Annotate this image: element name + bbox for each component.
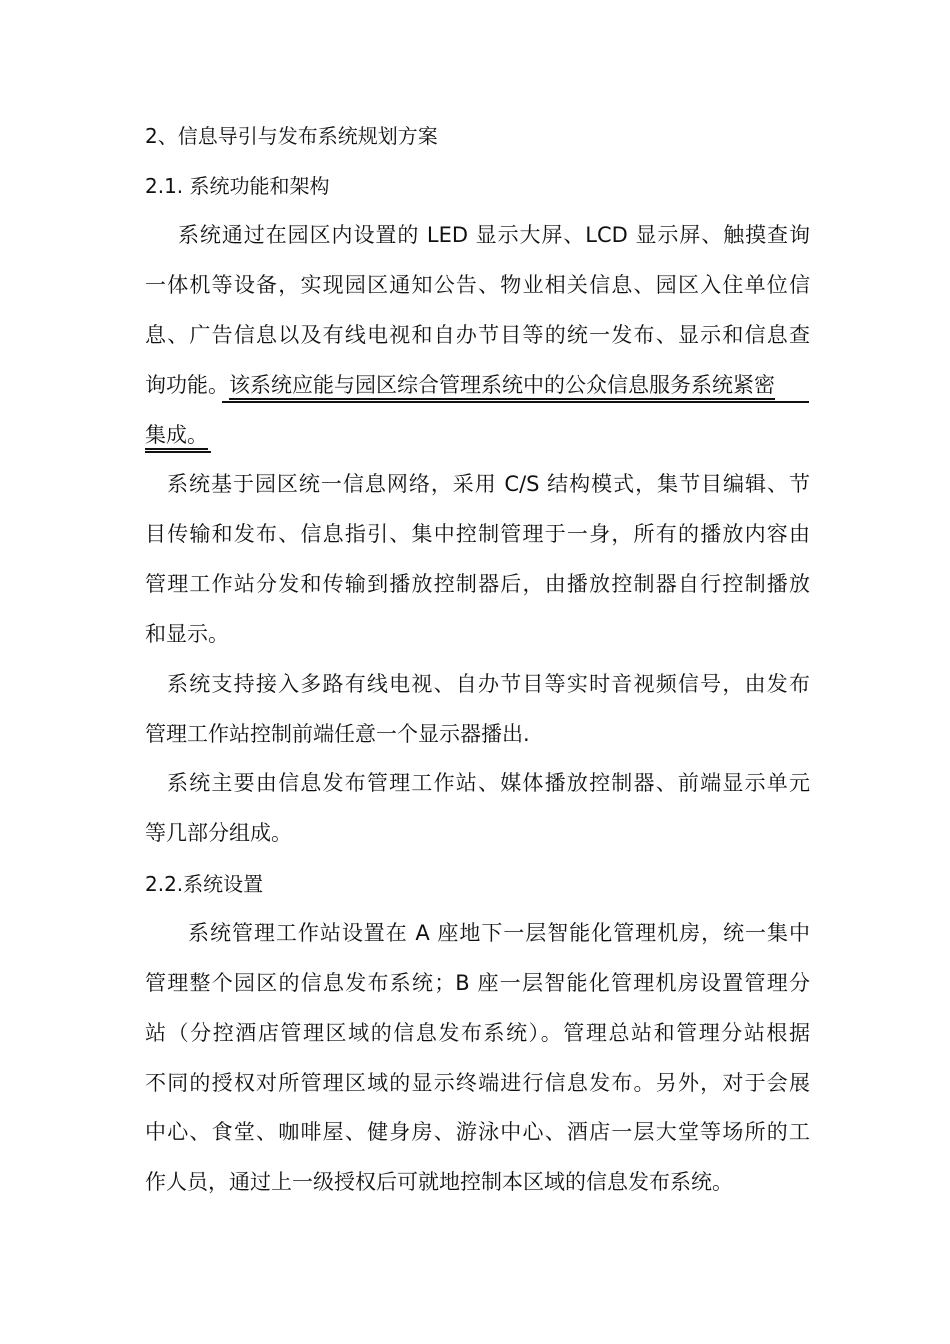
paragraph-1-line-4-plain: 询功能。 bbox=[145, 373, 229, 397]
paragraph-1-line-1: 系统通过在园区内设置的 LED 显示大屏、LCD 显示屏、触摸查询 bbox=[178, 223, 810, 247]
revision-underline bbox=[222, 401, 809, 403]
paragraph-2-line-2: 目传输和发布、信息指引、集中控制管理于一身，所有的播放内容由 bbox=[145, 522, 810, 546]
paragraph-2-line-4: 和显示。 bbox=[145, 622, 229, 646]
revision-underline-end bbox=[145, 451, 211, 453]
paragraph-5-line-3: 站（分控酒店管理区域的信息发布系统）。管理总站和管理分站根据 bbox=[145, 1021, 810, 1045]
paragraph-3-line-2: 管理工作站控制前端任意一个显示器播出. bbox=[145, 722, 530, 746]
paragraph-2-line-3: 管理工作站分发和传输到播放控制器后，由播放控制器自行控制播放 bbox=[145, 572, 810, 596]
paragraph-1-line-3: 息、广告信息以及有线电视和自办节目等的统一发布、显示和信息查 bbox=[145, 323, 810, 347]
paragraph-5-line-2: 管理整个园区的信息发布系统；B 座一层智能化管理机房设置管理分 bbox=[145, 971, 810, 995]
paragraph-3-line-1: 系统支持接入多路有线电视、自办节目等实时音视频信号，由发布 bbox=[167, 672, 810, 696]
paragraph-1-line-2: 一体机等设备，实现园区通知公告、物业相关信息、园区入住单位信 bbox=[145, 273, 810, 297]
paragraph-5-line-4: 不同的授权对所管理区域的显示终端进行信息发布。另外，对于会展 bbox=[145, 1071, 810, 1095]
paragraph-1-line-5 bbox=[145, 420, 810, 450]
paragraph-5-line-5: 中心、食堂、咖啡屋、健身房、游泳中心、酒店一层大堂等场所的工 bbox=[145, 1120, 810, 1144]
paragraph-5-line-1: 系统管理工作站设置在 A 座地下一层智能化管理机房，统一集中 bbox=[188, 921, 810, 945]
paragraph-1-line-4 bbox=[145, 370, 810, 400]
paragraph-2-line-1: 系统基于园区统一信息网络，采用 C/S 结构模式，集节目编辑、节 bbox=[167, 472, 810, 496]
highlighted-requirement-text-end: 集成。 bbox=[145, 423, 208, 447]
section-heading-2-1: 2.1. 系统功能和架构 bbox=[145, 174, 330, 198]
highlighted-requirement-text: 该系统应能与园区综合管理系统中的公众信息服务系统紧密 bbox=[229, 373, 775, 397]
paragraph-4-line-2: 等几部分组成。 bbox=[145, 821, 292, 845]
paragraph-5-line-6: 作人员，通过上一级授权后可就地控制本区域的信息发布系统。 bbox=[145, 1170, 733, 1194]
section-heading-2: 2、信息导引与发布系统规划方案 bbox=[145, 124, 438, 148]
paragraph-4-line-1: 系统主要由信息发布管理工作站、媒体播放控制器、前端显示单元 bbox=[167, 771, 810, 795]
section-heading-2-2: 2.2.系统设置 bbox=[145, 872, 264, 896]
